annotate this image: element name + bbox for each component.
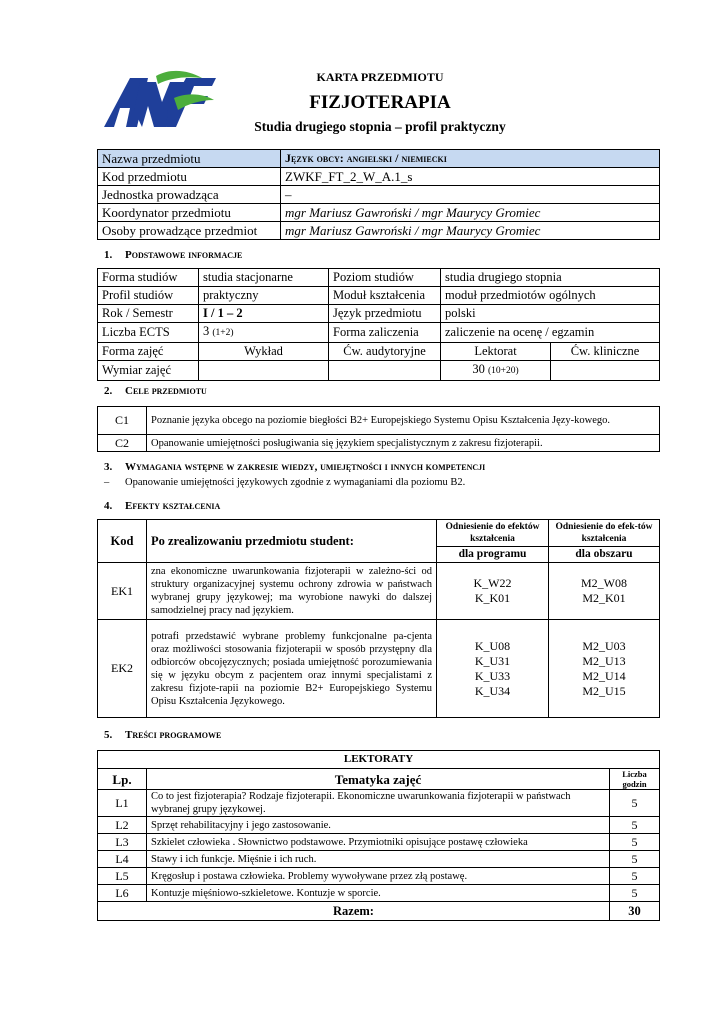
table-row <box>98 817 660 834</box>
total-label: Razem: <box>98 902 610 921</box>
basic-info-table <box>97 268 660 381</box>
topic-lp: L5 <box>98 868 147 885</box>
topic-hours: 5 <box>610 817 660 834</box>
hours-split: (10+20) <box>487 366 519 376</box>
subject-label: Koordynator przedmiotu <box>98 204 281 222</box>
subject-label: Kod przedmiotu <box>98 168 281 186</box>
topic-hours: 5 <box>610 851 660 868</box>
effect-area: M2_U03 M2_U13 M2_U14 M2_U15 <box>549 620 660 718</box>
ects-value: 3 <box>203 324 210 338</box>
table-row <box>98 305 660 323</box>
table-row <box>98 563 660 620</box>
table-row <box>98 851 660 868</box>
subject-unit: – <box>281 186 660 204</box>
section-number: 2. <box>104 385 113 397</box>
section-1-heading <box>104 249 242 261</box>
topic-hours: 5 <box>610 790 660 817</box>
subject-label: Nazwa przedmiotu <box>98 150 281 168</box>
topic-text: Szkielet człowieka . Słownictwo podstawowe. Przymiotniki opisujące postawę człowieka <box>147 834 610 851</box>
topic-lp: L1 <box>98 790 147 817</box>
topic-text: Sprzęt rehabilitacyjny i jego zastosowanie. <box>147 817 610 834</box>
card-label: KARTA PRZEDMIOTU <box>316 70 444 84</box>
topic-hours: 5 <box>610 834 660 851</box>
section-2-heading <box>104 385 207 397</box>
effect-prog: K_U08 K_U31 K_U33 K_U34 <box>437 620 549 718</box>
effect-text: zna ekonomiczne uwarunkowania fizjoterapii w zależno-ści od struktury organizacyjnej systemu ochrony zdrowia w państwach wybranej grupy językowej; ma wyrobione nawyki do dalszej samodzielnej pracy nad językiem. <box>147 563 437 620</box>
table-row <box>98 520 660 547</box>
topic-text: Kręgosłup i postawa człowieka. Problemy wywoływane przez złą postawę. <box>147 868 610 885</box>
head-area: dla obszaru <box>549 547 660 563</box>
hours-cell <box>441 361 551 381</box>
goal-text: Poznanie języka obcego na poziomie biegłości B2+ Europejskiego Systemu Opisu Kształcenia Języ-kowego. <box>147 407 660 435</box>
section-number: 1. <box>104 249 113 261</box>
cell: Wykład <box>199 343 329 361</box>
table-row <box>98 323 660 343</box>
section-title: Treści programowe <box>125 729 222 741</box>
ects-cell <box>199 323 329 343</box>
head-area-top: Odniesienie do efek-tów kształcenia <box>549 520 660 547</box>
cell: polski <box>441 305 660 323</box>
subject-table <box>97 149 660 240</box>
subject-teachers: mgr Mariusz Gawroński / mgr Maurycy Gromiec <box>281 222 660 240</box>
prereq-item <box>104 477 465 488</box>
topic-lp: L2 <box>98 817 147 834</box>
awf-logo <box>104 70 216 128</box>
ects-split: (1+2) <box>212 328 234 338</box>
goal-code: C1 <box>98 407 147 435</box>
section-title: Cele przedmiotu <box>125 385 207 397</box>
table-row <box>98 885 660 902</box>
topic-text: Stawy i ich funkcje. Mięśnie i ich ruch. <box>147 851 610 868</box>
subject-label: Jednostka prowadząca <box>98 186 281 204</box>
table-row <box>98 186 660 204</box>
content-table <box>97 750 660 921</box>
head-hours: Liczba godzin <box>610 769 660 790</box>
section-title: Efekty kształcenia <box>125 500 221 512</box>
topic-lp: L3 <box>98 834 147 851</box>
effect-code: EK1 <box>98 563 147 620</box>
prereq-text: Opanowanie umiejętności językowych zgodnie z wymaganiami dla poziomu B2. <box>125 477 466 488</box>
head-prog-top: Odniesienie do efektów kształcenia <box>437 520 549 547</box>
field-title: FIZJOTERAPIA <box>309 92 451 113</box>
total-hours: 30 <box>610 902 660 921</box>
section-number: 5. <box>104 729 113 741</box>
table-row <box>98 269 660 287</box>
table-row <box>98 868 660 885</box>
cell <box>329 361 441 381</box>
head-topic: Tematyka zajęć <box>147 769 610 790</box>
table-row <box>98 751 660 769</box>
table-row <box>98 435 660 452</box>
head-lp: Lp. <box>98 769 147 790</box>
table-row <box>98 222 660 240</box>
table-row <box>98 168 660 186</box>
study-level: Studia drugiego stopnia – profil praktyczny <box>254 119 506 134</box>
effects-table <box>97 519 660 718</box>
table-row <box>98 204 660 222</box>
table-row <box>98 902 660 921</box>
cell: I / 1 – 2 <box>199 305 329 323</box>
subject-coordinator: mgr Mariusz Gawroński / mgr Maurycy Gromiec <box>281 204 660 222</box>
table-row <box>98 834 660 851</box>
table-row <box>98 620 660 718</box>
cell: praktyczny <box>199 287 329 305</box>
subject-label: Osoby prowadzące przedmiot <box>98 222 281 240</box>
section-number: 3. <box>104 461 113 473</box>
hours-value: 30 <box>472 362 485 376</box>
table-row <box>98 150 660 168</box>
section-title: Wymagania wstępne w zakresie wiedzy, umiejętności i innych kompetencji <box>125 461 486 473</box>
table-row <box>98 287 660 305</box>
topic-text: Co to jest fizjoterapia? Rodzaje fizjoterapii. Ekonomiczne uwarunkowania fizjoterapii w państwach wybranej grupy językowej. <box>147 790 610 817</box>
table-row <box>98 407 660 435</box>
cell: Moduł kształcenia <box>329 287 441 305</box>
cell: Język przedmiotu <box>329 305 441 323</box>
cell: Lektorat <box>441 343 551 361</box>
cell: Profil studiów <box>98 287 199 305</box>
cell: moduł przedmiotów ogólnych <box>441 287 660 305</box>
head-prog: dla programu <box>437 547 549 563</box>
topic-hours: 5 <box>610 885 660 902</box>
cell: Forma studiów <box>98 269 199 287</box>
cell <box>199 361 329 381</box>
cell: Rok / Semestr <box>98 305 199 323</box>
table-row <box>98 769 660 790</box>
goal-code: C2 <box>98 435 147 452</box>
effect-text: potrafi przedstawić wybrane problemy funkcjonalne pa-cjenta oraz możliwości stosowania fizjoterapii w sposób przystępny dla odbiorców obcojęzycznych; posiada umiejętność porozumiewania się w języku obcym z pacjentem oraz innymi specjalistami z zakresu fizjote-rapii na poziomie B2+ Europejskiego Systemu Opisu Kształcenia Językowego. <box>147 620 437 718</box>
cell: Ćw. kliniczne <box>551 343 660 361</box>
topic-hours: 5 <box>610 868 660 885</box>
cell: zaliczenie na ocenę / egzamin <box>441 323 660 343</box>
cell: Liczba ECTS <box>98 323 199 343</box>
topic-text: Kontuzje mięśniowo-szkieletowe. Kontuzje w sporcie. <box>147 885 610 902</box>
subject-name: Język obcy: angielski / niemiecki <box>281 150 660 168</box>
cell: Forma zaliczenia <box>329 323 441 343</box>
cell: Forma zajęć <box>98 343 199 361</box>
effect-prog: K_W22 K_K01 <box>437 563 549 620</box>
effect-area: M2_W08 M2_K01 <box>549 563 660 620</box>
cell: studia drugiego stopnia <box>441 269 660 287</box>
topic-lp: L4 <box>98 851 147 868</box>
section-3-heading <box>104 461 485 473</box>
topic-lp: L6 <box>98 885 147 902</box>
head-desc: Po zrealizowaniu przedmiotu student: <box>147 520 437 563</box>
table-row <box>98 361 660 381</box>
goal-text: Opanowanie umiejętności posługiwania się językiem specjalistycznym z zakresu fizjoterapii. <box>147 435 660 452</box>
head-code: Kod <box>98 520 147 563</box>
cell: Wymiar zajęć <box>98 361 199 381</box>
cell: Poziom studiów <box>329 269 441 287</box>
section-number: 4. <box>104 500 113 512</box>
section-4-heading <box>104 500 220 512</box>
cell <box>551 361 660 381</box>
table-row <box>98 343 660 361</box>
subject-code: ZWKF_FT_2_W_A.1_s <box>281 168 660 186</box>
section-title: Podstawowe informacje <box>125 249 243 261</box>
bullet: – <box>104 477 110 488</box>
goals-table <box>97 406 660 452</box>
effect-code: EK2 <box>98 620 147 718</box>
section-5-heading <box>104 729 221 741</box>
content-table-title: LEKTORATY <box>98 751 660 769</box>
cell: studia stacjonarne <box>199 269 329 287</box>
cell: Ćw. audytoryjne <box>329 343 441 361</box>
table-row <box>98 790 660 817</box>
